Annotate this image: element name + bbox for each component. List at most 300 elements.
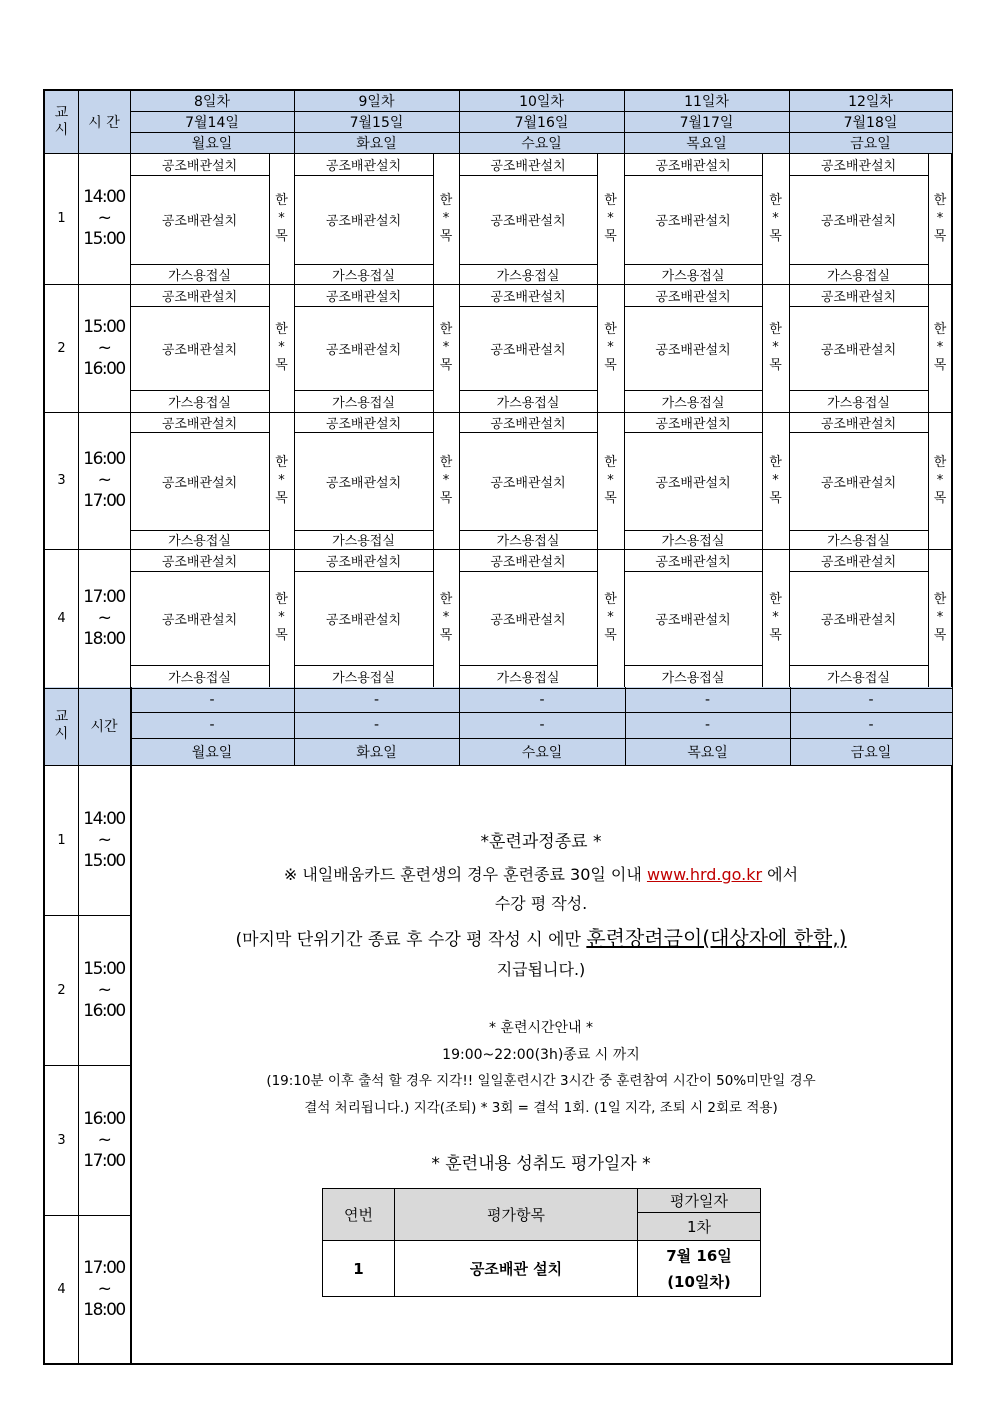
day-number [624, 91, 789, 111]
lunch-char: 한 [439, 592, 453, 607]
grid-line [294, 432, 433, 433]
time-tilde: ~ [97, 470, 111, 490]
cell-main-label: 공조배관설치 [655, 475, 731, 491]
grid-line [459, 91, 460, 687]
cell-main [294, 175, 433, 264]
period-number [45, 549, 78, 687]
cell-main-label: 공조배관설치 [490, 214, 566, 229]
lunch-char: 목 [275, 228, 288, 244]
cell-room [459, 264, 597, 284]
grid-line [433, 284, 434, 412]
bottom-dash-1 [625, 687, 790, 712]
lunch-char: 목 [769, 358, 782, 373]
cell-subject-label: 공조배관설치 [820, 158, 897, 174]
cell-main [130, 175, 269, 264]
day-weekday-label: 화요일 [356, 135, 397, 152]
cell-main-label: 공조배관설치 [820, 342, 897, 358]
cell-subject [130, 284, 269, 306]
cell-room [130, 530, 269, 549]
cell-room-label: 가스용접실 [661, 268, 725, 284]
lunch-char: * [607, 610, 614, 625]
dash: - [209, 717, 215, 733]
lunch-char: * [442, 610, 450, 625]
lunch-char: 목 [604, 228, 617, 244]
lunch-char: 목 [933, 228, 947, 244]
row-no: 1 [323, 1241, 395, 1297]
cell-main-label: 공조배관설치 [490, 612, 566, 628]
time-tilde: ~ [97, 979, 111, 1000]
time-end: 15:00 [83, 229, 125, 249]
cell-main-label: 공조배관설치 [655, 612, 731, 628]
bottom-weekday [790, 738, 952, 765]
cell-room [459, 530, 597, 549]
cell-room-label: 가스용접실 [168, 670, 231, 686]
cell-room [130, 390, 269, 412]
cell-subject-label: 공조배관설치 [655, 289, 731, 305]
time-tilde: ~ [97, 337, 111, 358]
lunch-marker [762, 412, 789, 549]
cell-subject [624, 412, 762, 432]
lunch-char: * [278, 472, 285, 488]
day-weekday-label: 수요일 [521, 135, 562, 152]
grid-line [624, 665, 762, 666]
day-number [789, 91, 952, 111]
lunch-marker [762, 284, 789, 412]
cell-main-label: 공조배관설치 [161, 342, 238, 358]
day-weekday-label: 월요일 [191, 135, 233, 152]
bottom-weekday-label: 금요일 [850, 744, 892, 761]
day-date [789, 111, 952, 132]
eval-date: 7월 16일 [666, 1246, 732, 1265]
cell-subject [294, 153, 433, 175]
cell-room [459, 665, 597, 687]
cell-main-label: 공조배관설치 [490, 342, 566, 358]
time-guide-line: 19:00~22:00(3h)종료 시 까지 [442, 1047, 640, 1063]
bottom-time-range [78, 765, 130, 915]
lunch-char: 목 [933, 628, 947, 643]
bottom-weekday-label: 화요일 [356, 744, 397, 761]
grid-line [459, 264, 597, 265]
timetable-sheet [43, 89, 953, 1365]
lunch-marker [928, 412, 952, 549]
day-number-label: 9일차 [358, 94, 395, 110]
dash: - [704, 717, 711, 733]
lunch-char: * [772, 340, 779, 355]
grid-line [78, 91, 79, 687]
day-date [294, 111, 459, 132]
dash: - [704, 691, 711, 708]
cell-room-label: 가스용접실 [332, 268, 395, 284]
time-end: 17:00 [83, 491, 125, 511]
cell-subject-label: 공조배관설치 [161, 158, 238, 174]
grid-line [269, 153, 270, 284]
time-start: 14:00 [83, 187, 125, 207]
lunch-char: 한 [604, 192, 617, 208]
bottom-dash-2 [790, 712, 952, 738]
cell-subject [130, 412, 269, 432]
grid-line [459, 306, 597, 307]
day-number-label: 11일차 [684, 94, 729, 110]
time-start: 17:00 [83, 1257, 125, 1278]
cell-main [789, 175, 928, 264]
cell-subject-label: 공조배관설치 [820, 416, 897, 432]
lunch-char: * [936, 610, 944, 625]
notice-line4-row [130, 959, 952, 981]
cell-room-label: 가스용접실 [661, 534, 725, 549]
grid-line [459, 687, 460, 765]
cell-room [624, 264, 762, 284]
grid-line [789, 306, 928, 307]
cell-subject-label: 공조배관설치 [655, 158, 731, 174]
dash: - [373, 717, 380, 733]
bottom-dash-2 [625, 712, 790, 738]
day-date [459, 111, 624, 132]
lunch-char: * [772, 210, 779, 226]
cell-subject [130, 153, 269, 175]
day-weekday [789, 132, 952, 153]
period-number [45, 153, 78, 284]
grid-line [597, 412, 598, 549]
cell-subject-label: 공조배관설치 [490, 554, 566, 570]
cell-main [459, 432, 597, 530]
notice-line4: 지급됩니다.) [496, 960, 586, 979]
cell-subject-label: 공조배관설치 [655, 554, 731, 570]
cell-main-label: 공조배관설치 [161, 214, 238, 229]
eval-title: * 훈련내용 성취도 평가일자 * [431, 1154, 651, 1174]
time-guide-title-row [130, 1018, 952, 1038]
grid-line [130, 111, 952, 112]
lunch-char: * [936, 472, 944, 488]
grid-line [433, 549, 434, 687]
lunch-char: 한 [933, 192, 947, 208]
lunch-char: 목 [439, 628, 453, 643]
cell-main [459, 571, 597, 665]
cell-subject [130, 549, 269, 571]
bottom-time-header [78, 687, 130, 765]
cell-main-label: 공조배관설치 [490, 475, 566, 491]
grid-line [130, 530, 269, 531]
bottom-weekday [459, 738, 625, 765]
lunch-marker [269, 549, 294, 687]
day-weekday [459, 132, 624, 153]
notice-line3-pre: (마지막 단위기간 종료 후 수강 평 작성 시 에만 [235, 930, 587, 950]
col-no-header: 연번 [323, 1189, 395, 1241]
time-start: 15:00 [83, 316, 125, 337]
grid-line [294, 665, 433, 666]
evaluation-table [322, 1188, 761, 1297]
lunch-char: * [936, 210, 944, 226]
cell-room-label: 가스용접실 [168, 395, 231, 411]
cell-subject [459, 153, 597, 175]
lunch-char: * [772, 610, 779, 625]
cell-room [789, 665, 928, 687]
rule-line2: 결석 처리됩니다.) 지각(조퇴) * 3회 = 결석 1회. (1일 지각, 조퇴 시 2회로 적용) [304, 1100, 778, 1116]
grid-line [789, 571, 928, 572]
bottom-dash-1 [294, 687, 459, 712]
grid-line [597, 284, 598, 412]
lunch-marker [433, 412, 459, 549]
lunch-marker [269, 412, 294, 549]
grid-line [597, 549, 598, 687]
cell-main-label: 공조배관설치 [820, 475, 897, 491]
grid-line [294, 687, 295, 765]
lunch-char: 한 [439, 322, 453, 337]
cell-room-label: 가스용접실 [827, 534, 890, 549]
cell-subject [459, 284, 597, 306]
cell-subject [624, 284, 762, 306]
cell-main [130, 306, 269, 390]
cell-room-label: 가스용접실 [168, 534, 231, 549]
grid-line [433, 412, 434, 549]
cell-subject [459, 412, 597, 432]
grid-line [130, 390, 269, 391]
lunch-marker [269, 284, 294, 412]
grid-line [459, 665, 597, 666]
grid-line [928, 412, 929, 549]
bottom-period-number [45, 1065, 78, 1215]
grid-line [762, 153, 763, 284]
cell-subject-label: 공조배관설치 [325, 554, 402, 570]
lunch-char: 목 [439, 358, 453, 373]
cell-main-label: 공조배관설치 [325, 612, 402, 628]
lunch-char: * [442, 340, 450, 355]
bottom-period-header-char: 교 [54, 709, 69, 725]
lunch-marker [762, 153, 789, 284]
period-header-char: 교 [54, 105, 69, 121]
grid-line [624, 264, 762, 265]
grid-line [624, 306, 762, 307]
lunch-char: 한 [769, 192, 782, 208]
grid-line [294, 571, 433, 572]
period-number-label: 2 [57, 340, 66, 356]
period-header [45, 91, 78, 153]
time-tilde: ~ [97, 607, 111, 628]
cell-main [459, 175, 597, 264]
cell-subject-label: 공조배관설치 [820, 289, 897, 305]
day-weekday [294, 132, 459, 153]
grid-line [130, 665, 269, 666]
hrd-link: www.hrd.go.kr [646, 865, 763, 884]
grid-line [294, 530, 433, 531]
grid-line [928, 284, 929, 412]
grid-line [45, 765, 952, 766]
grid-line [625, 687, 626, 765]
lunch-char: 목 [769, 628, 782, 643]
notice-line2: 수강 평 작성. [494, 894, 588, 913]
cell-main [130, 571, 269, 665]
lunch-marker [597, 412, 624, 549]
cell-room-label: 가스용접실 [661, 395, 725, 411]
day-number-label: 8일차 [194, 94, 230, 110]
period-number [45, 412, 78, 549]
lunch-marker [597, 549, 624, 687]
bottom-period-number [45, 765, 78, 915]
cell-room-label: 가스용접실 [496, 268, 560, 284]
grid-line [294, 306, 433, 307]
grid-line [269, 549, 270, 687]
bottom-weekday-label: 수요일 [521, 744, 563, 761]
notice-line2-row [130, 893, 952, 915]
notice-title: *훈련과정종료 * [480, 832, 602, 852]
grid-line [624, 390, 762, 391]
grid-line [928, 549, 929, 687]
cell-main [789, 306, 928, 390]
notice-line1 [130, 864, 952, 886]
notice-line3-em: 훈련장려금이(대상자에 한함,) [586, 926, 847, 950]
grid-line [459, 175, 597, 176]
grid-line [790, 687, 791, 765]
dash: - [373, 691, 380, 708]
grid-line [624, 175, 762, 176]
cell-subject [459, 549, 597, 571]
rule-line1-row [130, 1071, 952, 1091]
notice-line1-pre: ※ 내일배움카드 훈련생의 경우 훈련종료 30일 이내 [283, 865, 647, 884]
bottom-period-number-label: 4 [57, 1281, 66, 1297]
bottom-period-number [45, 915, 78, 1065]
lunch-char: 한 [275, 454, 288, 470]
grid-line [762, 549, 763, 687]
notice-line3 [130, 925, 952, 951]
cell-room-label: 가스용접실 [661, 670, 725, 686]
dash: - [868, 717, 874, 733]
lunch-char: 목 [604, 490, 617, 506]
cell-room-label: 가스용접실 [827, 268, 890, 284]
grid-line [130, 306, 269, 307]
lunch-marker [597, 153, 624, 284]
time-tilde: ~ [97, 829, 111, 850]
dash: - [539, 717, 545, 733]
cell-main [624, 432, 762, 530]
lunch-marker [928, 284, 952, 412]
grid-line [269, 412, 270, 549]
cell-room-label: 가스용접실 [496, 534, 560, 549]
period-header-char: 시 [54, 122, 69, 138]
grid-line [789, 432, 928, 433]
day-number-label: 10일차 [519, 94, 564, 110]
cell-subject-label: 공조배관설치 [161, 416, 238, 432]
cell-subject [294, 549, 433, 571]
cell-main [624, 175, 762, 264]
cell-room [130, 264, 269, 284]
day-date [130, 111, 294, 132]
grid-line [130, 738, 952, 739]
bottom-weekday [130, 738, 294, 765]
grid-line [597, 153, 598, 284]
cell-room [130, 665, 269, 687]
cell-main-label: 공조배관설치 [655, 342, 731, 358]
day-date-label: 7월16일 [514, 114, 569, 131]
cell-main-label: 공조배관설치 [820, 214, 897, 229]
cell-room [789, 390, 928, 412]
lunch-char: 한 [933, 322, 947, 337]
time-end: 16:00 [83, 358, 125, 379]
cell-room [789, 264, 928, 284]
cell-subject [294, 412, 433, 432]
cell-main [789, 432, 928, 530]
day-weekday [624, 132, 789, 153]
cell-subject [789, 153, 928, 175]
cell-subject [624, 549, 762, 571]
cell-room [294, 264, 433, 284]
time-guide-title: * 훈련시간안내 * [488, 1020, 594, 1036]
notice-title-line [130, 831, 952, 853]
bottom-weekday [294, 738, 459, 765]
time-end: 18:00 [83, 1299, 125, 1320]
lunch-marker [433, 153, 459, 284]
notice-line1-post: 에서 [762, 865, 799, 884]
cell-subject [789, 412, 928, 432]
cell-room-label: 가스용접실 [496, 395, 560, 411]
grid-line [624, 91, 625, 687]
cell-room [789, 530, 928, 549]
cell-main [624, 571, 762, 665]
day-date-label: 7월14일 [185, 114, 239, 131]
cell-subject [789, 549, 928, 571]
lunch-char: 한 [275, 192, 288, 208]
period-number-label: 1 [57, 211, 66, 226]
cell-room-label: 가스용접실 [168, 268, 231, 284]
time-guide-line-row [130, 1045, 952, 1065]
time-header [78, 91, 130, 153]
grid-line [624, 530, 762, 531]
lunch-char: 목 [604, 628, 617, 643]
bottom-dash-1 [459, 687, 625, 712]
cell-room [624, 390, 762, 412]
grid-line [294, 175, 433, 176]
cell-main [294, 306, 433, 390]
time-end: 15:00 [83, 850, 125, 871]
cell-subject-label: 공조배관설치 [325, 289, 402, 305]
grid-line [130, 91, 131, 687]
time-start: 15:00 [83, 958, 125, 979]
cell-subject-label: 공조배관설치 [490, 416, 566, 432]
time-start: 16:00 [83, 449, 125, 469]
row-item: 공조배관 설치 [395, 1241, 638, 1297]
lunch-char: * [442, 210, 450, 226]
bottom-dash-2 [459, 712, 625, 738]
time-range [78, 153, 130, 284]
bottom-dash-1 [790, 687, 952, 712]
grid-line [789, 390, 928, 391]
cell-room [459, 390, 597, 412]
col-item-header: 평가항목 [395, 1189, 638, 1241]
grid-line [459, 571, 597, 572]
lunch-marker [433, 284, 459, 412]
cell-main-label: 공조배관설치 [820, 612, 897, 628]
cell-subject-label: 공조배관설치 [325, 416, 402, 432]
dash: - [868, 691, 874, 708]
cell-room [294, 390, 433, 412]
cell-main [130, 432, 269, 530]
grid-line [294, 91, 295, 687]
cell-main-label: 공조배관설치 [325, 342, 402, 358]
lunch-char: 한 [439, 192, 453, 208]
lunch-char: 목 [275, 628, 288, 643]
lunch-char: 한 [439, 454, 453, 470]
bottom-period-header [45, 687, 78, 765]
time-tilde: ~ [97, 1278, 111, 1299]
day-weekday [130, 132, 294, 153]
time-start: 16:00 [83, 1108, 125, 1129]
cell-room-label: 가스용접실 [332, 395, 395, 411]
rule-line1: (19:10분 이후 출석 할 경우 지각!! 일일훈련시간 3시간 중 훈련참여 시간이 50%미만일 경우 [266, 1073, 816, 1089]
grid-line [269, 284, 270, 412]
lunch-marker [269, 153, 294, 284]
lunch-marker [433, 549, 459, 687]
rule-line2-row [130, 1098, 952, 1118]
lunch-char: 한 [769, 592, 782, 607]
day-date-label: 7월17일 [679, 114, 734, 131]
